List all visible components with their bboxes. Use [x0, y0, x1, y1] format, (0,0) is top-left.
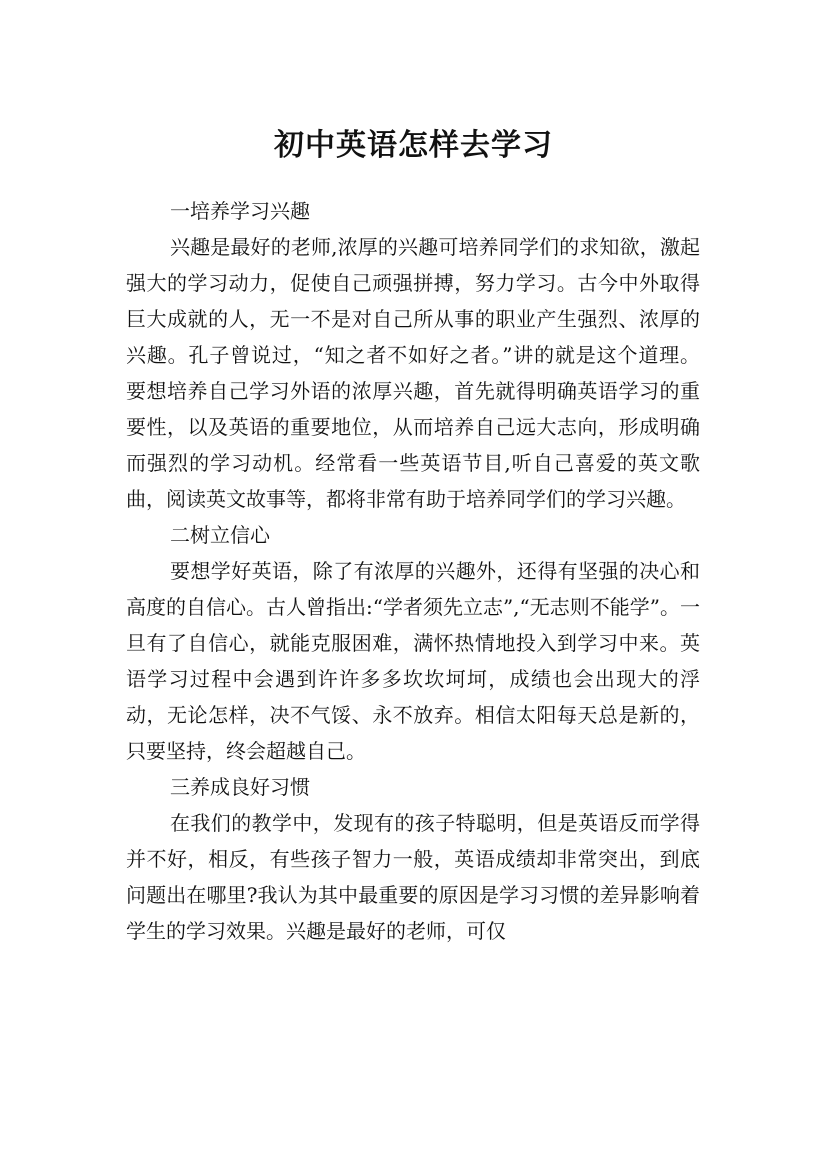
document-title: 初中英语怎样去学习 [274, 128, 553, 164]
section-paragraph-habits: 在我们的教学中，发现有的孩子特聪明，但是英语反而学得并不好，相反，有些孩子智力一般，英语成绩却非常突出，到底问题出在哪里?我认为其中最重要的原因是学习习惯的差异影响着学生的学习效果。兴趣是最好的老师，可仅 [126, 811, 700, 943]
section-paragraph-confidence: 要想学好英语，除了有浓厚的兴趣外，还得有坚强的决心和高度的自信心。古人曾指出:“学者须先立志”,“无志则不能学”。一旦有了自信心，就能克服困难，满怀热情地投入到学习中来。英语学习过程中会遇到许许多多坎坎坷坷，成绩也会出现大的浮动，无论怎样，决不气馁、永不放弃。相信太阳每天总是新的，只要坚持，终会超越自己。 [126, 559, 700, 763]
section-heading-confidence: 二树立信心 [170, 523, 270, 547]
section-heading-interest: 一培养学习兴趣 [170, 199, 310, 223]
document-body [126, 193, 700, 949]
section-paragraph-interest: 兴趣是最好的老师,浓厚的兴趣可培养同学们的求知欲，激起强大的学习动力，促使自己顽强拼搏，努力学习。古今中外取得巨大成就的人，无一不是对自己所从事的职业产生强烈、浓厚的兴趣。孔子曾说过，“知之者不如好之者。”讲的就是这个道理。 要想培养自己学习外语的浓厚兴趣，首先就得明确英语学习的重要性，以及英语的重要地位，从而培养自己远大志向，形成明确而强烈的学习动机。经常看一些英语节目,听自己喜爱的英文歌曲，阅读英文故事等，都将非常有助于培养同学们的学习兴趣。 [126, 235, 700, 511]
section-heading-habits: 三养成良好习惯 [170, 775, 310, 799]
